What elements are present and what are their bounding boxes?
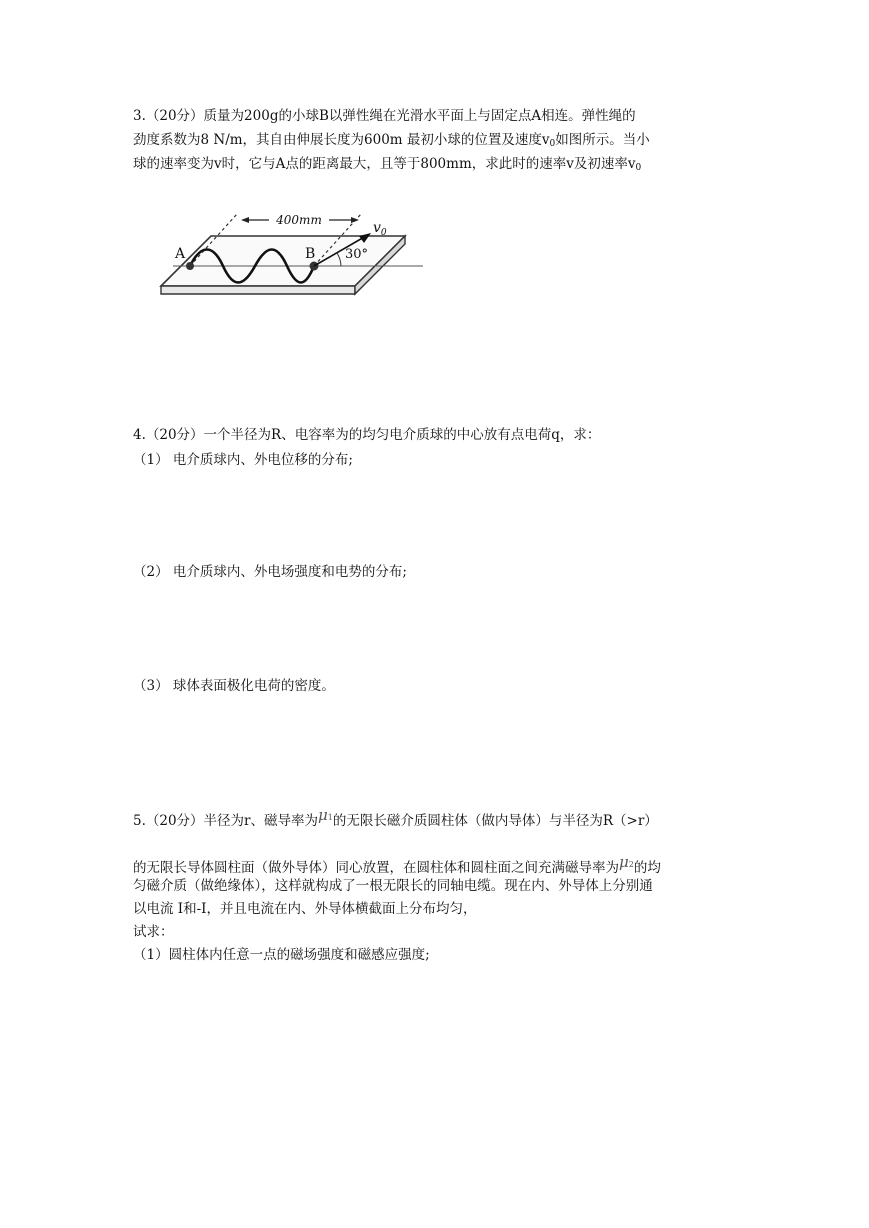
- q3-line-2-end: 如图所示。当小: [555, 132, 650, 148]
- point-a-dot: [186, 262, 194, 270]
- q3-line-2: [133, 130, 650, 154]
- q5-line-2b: 的均: [633, 860, 661, 876]
- q3-line-1: 3.（20分）质量为200g的小球B以弹性绳在光滑水平面上与固定点A相连。弹性绳的: [133, 108, 636, 124]
- mu1-sub: 1: [327, 813, 333, 822]
- mu1-main: μ: [318, 806, 328, 824]
- mu2-sub: 2: [628, 860, 634, 869]
- q5-line-2: [133, 852, 661, 878]
- q3-figure: [133, 196, 423, 326]
- q4-part-2: （2） 电介质球内、外电场强度和电势的分布;: [133, 564, 407, 580]
- point-a-label: A: [175, 246, 186, 262]
- q5-line-5: 试求：: [133, 924, 174, 940]
- q3-line-2-sub: 0: [549, 139, 556, 149]
- q3-line-3: [133, 154, 641, 178]
- distance-label: 400mm: [276, 213, 322, 227]
- arrowhead-left: [241, 217, 249, 223]
- q3-line-2-text: 劲度系数为8 N/m，其自由伸展长度为600m 最初小球的位置及速度v: [133, 132, 550, 148]
- q4-part-1: （1） 电介质球内、外电位移的分布;: [133, 452, 353, 468]
- q5-line-1b: 的无限长磁介质圆柱体（做内导体）与半径为R（>r）: [332, 813, 658, 829]
- q5-line-4: 以电流 I和-I，并且电流在内、外导体横截面上分布均匀，: [133, 901, 477, 917]
- q5-line-1a: 5.（20分）半径为r、磁导率为: [133, 813, 319, 829]
- plate-front: [161, 286, 355, 294]
- arrowhead-right: [351, 217, 359, 223]
- q4-intro: 4.（20分）一个半径为R、电容率为的均匀电介质球的中心放有点电荷q，求：: [133, 427, 601, 443]
- q5-line-3: 匀磁介质（做绝缘体），这样就构成了一根无限长的同轴电缆。现在内、外导体上分别通: [133, 878, 653, 894]
- point-b-label: B: [305, 246, 316, 262]
- q3-line-3-sub: 0: [635, 163, 642, 173]
- velocity-label-sub: 0: [380, 228, 387, 238]
- mu1-symbol: [318, 806, 333, 824]
- velocity-label: [373, 220, 387, 238]
- q5-line-1: [133, 805, 658, 831]
- q3-line-3-text: 球的速率变为v时，它与A点的距离最大，且等于800mm，求此时的速率v及初速率v: [133, 156, 636, 172]
- mu2-main: μ: [619, 853, 629, 871]
- q5-line-2a: 的无限长导体圆柱面（做外导体）同心放置，在圆柱体和圆柱面之间充满磁导率为: [133, 860, 619, 876]
- mu2-symbol: [619, 853, 634, 871]
- q5-part-1: （1）圆柱体内任意一点的磁场强度和磁感应强度;: [133, 947, 430, 963]
- angle-label: 30°: [345, 247, 369, 262]
- velocity-label-main: v: [373, 220, 381, 236]
- q4-part-3: （3） 球体表面极化电荷的密度。: [133, 678, 335, 694]
